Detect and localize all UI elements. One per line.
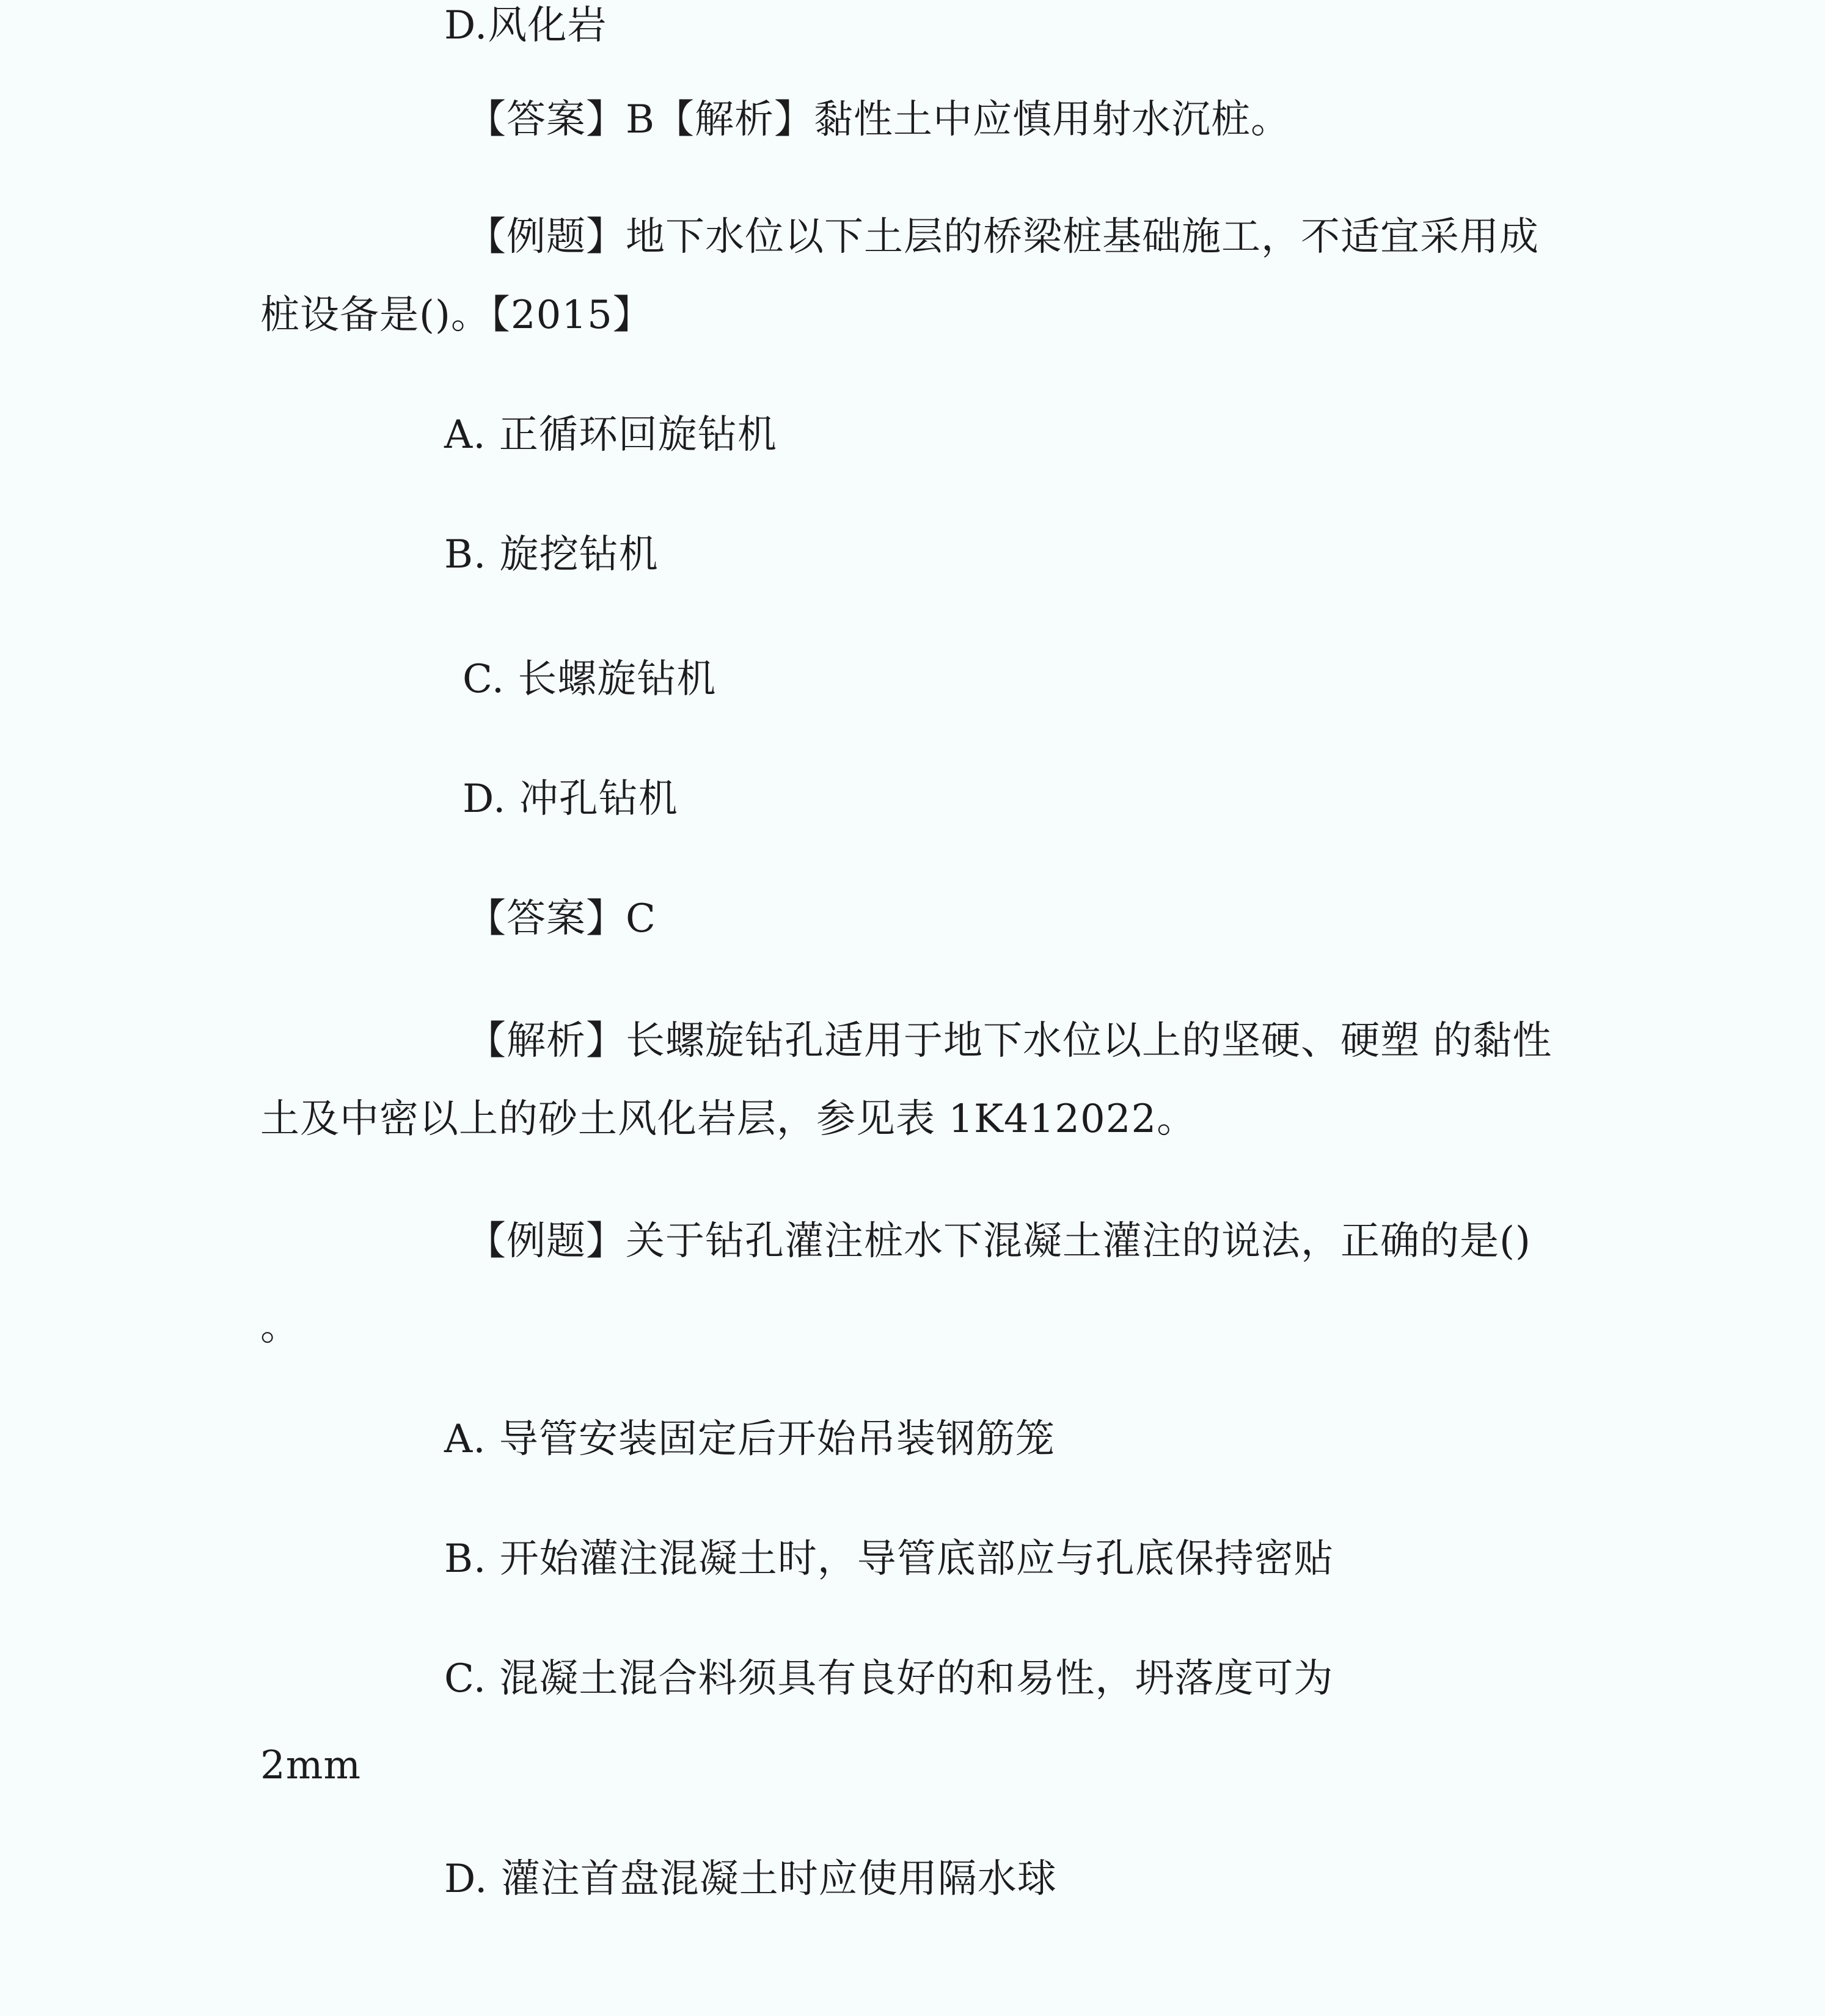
q2-analysis-line1: 【解析】长螺旋钻孔适用于地下水位以上的坚硬、硬塑 的黏性 — [467, 1018, 1553, 1064]
q3-option-c: C. 混凝土混合料须具有良好的和易性，坍落度可为 — [444, 1656, 1334, 1701]
q3-option-c-continued: 2mm — [260, 1743, 362, 1788]
q1-option-d: D.风化岩 — [444, 3, 607, 48]
q2-option-a: A. 正循环回旋钻机 — [444, 412, 777, 458]
q2-option-d: D. 冲孔钻机 — [463, 776, 678, 822]
q3-stem-line2: 。 — [260, 1304, 300, 1349]
q2-option-c: C. 长螺旋钻机 — [463, 657, 717, 702]
q2-analysis-line2: 土及中密以上的砂土风化岩层，参见表 1K412022。 — [260, 1097, 1197, 1142]
q2-stem-line1: 【例题】地下水位以下土层的桥梁桩基础施工，不适宜采用成 — [467, 214, 1539, 260]
q1-answer-analysis: 【答案】B【解析】黏性土中应慎用射水沉桩。 — [467, 97, 1291, 142]
q3-option-b: B. 开始灌注混凝土时，导管底部应与孔底保持密贴 — [444, 1536, 1334, 1582]
q3-stem-line1: 【例题】关于钻孔灌注桩水下混凝土灌注的说法，正确的是() — [467, 1219, 1531, 1264]
q3-option-d: D. 灌注首盘混凝土时应使用隔水球 — [444, 1857, 1057, 1902]
q2-answer: 【答案】C — [467, 896, 656, 941]
q3-option-a: A. 导管安装固定后开始吊装钢筋笼 — [444, 1417, 1055, 1462]
q2-stem-line2: 桩设备是()。【2015】 — [260, 293, 653, 338]
q2-option-b: B. 旋挖钻机 — [444, 532, 659, 577]
